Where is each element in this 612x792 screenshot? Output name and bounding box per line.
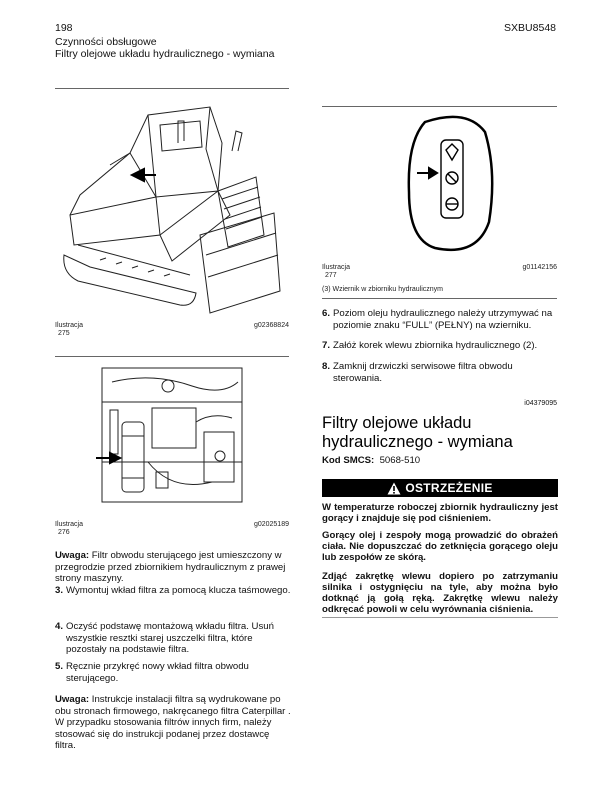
section-title-line: hydraulicznego - wymiana	[322, 433, 513, 451]
note-paragraph	[55, 550, 291, 585]
section-title-line: Filtry olejowe układu	[322, 414, 472, 432]
section-title	[322, 414, 513, 452]
step-item	[322, 340, 560, 352]
figure-code: g02368824	[253, 322, 289, 329]
warning-title: OSTRZEŻENIE	[405, 481, 493, 495]
reference-id: i04379095	[524, 400, 557, 407]
warning-bottom-rule	[322, 617, 558, 618]
step-number: 4.	[55, 621, 64, 632]
figure-top-rule	[55, 88, 289, 89]
bulldozer-illustration	[60, 95, 284, 317]
smcs-code	[322, 455, 420, 467]
note-paragraph	[55, 694, 291, 752]
step-item	[55, 621, 295, 656]
note-label: Uwaga:	[55, 550, 90, 561]
warning-banner	[322, 479, 558, 497]
step-number: 3.	[55, 585, 64, 596]
warning-paragraph: W temperaturze roboczej zbiornik hydrauliczny jest gorący i znajduje się pod ciśnieniem.	[322, 502, 558, 524]
figure-number: 277	[325, 272, 337, 279]
sight-gauge-illustration	[405, 112, 495, 257]
figure-caption: (3) Wziernik w zbiorniku hydraulicznym	[322, 286, 443, 293]
step-item	[322, 308, 560, 331]
filter-base-illustration	[92, 362, 252, 512]
figure-label: Ilustracja	[55, 521, 84, 528]
step-number: 5.	[55, 661, 64, 672]
figure-code: g01142156	[522, 264, 557, 271]
step-item	[322, 361, 560, 384]
figure-label: Ilustracja	[322, 264, 351, 271]
figure-label: Ilustracja	[55, 322, 84, 329]
step-text: Ręcznie przykręć nowy wkład filtra obwodu sterującego.	[66, 661, 249, 684]
page-number: 198	[55, 22, 73, 34]
note-label: Uwaga:	[55, 694, 90, 705]
step-item	[55, 585, 295, 597]
subsection-heading: Filtry olejowe układu hydraulicznego - wymiana	[55, 48, 275, 60]
figure-number: 276	[58, 529, 70, 536]
step-number: 8.	[322, 361, 331, 372]
figure-number: 275	[58, 330, 70, 337]
document-code: SXBU8548	[504, 22, 556, 34]
step-number: 7.	[322, 340, 331, 351]
step-text: Oczyść podstawę montażową wkładu filtra. Usuń wszystkie resztki starej uszczelki filtra, które pozostały na podstawie filtra.	[66, 621, 274, 656]
warning-triangle-icon	[387, 482, 401, 495]
note-text: Filtr obwodu sterującego jest umieszczony w przegrodzie przed zbiornikiem hydraulicznym z prawej strony maszyny.	[55, 550, 286, 585]
section-heading: Czynności obsługowe	[55, 36, 157, 48]
figure-top-rule	[322, 106, 557, 107]
step-number: 6.	[322, 308, 331, 319]
step-text: Poziom oleju hydraulicznego należy utrzymywać na poziomie znaku “FULL” (PEŁNY) na wzierniku.	[333, 308, 553, 331]
step-text: Załóż korek wlewu zbiornika hydraulicznego (2).	[333, 340, 538, 351]
figure-bottom-rule	[322, 298, 557, 299]
smcs-label: Kod SMCS:	[322, 455, 375, 466]
figure-code: g02025189	[253, 521, 289, 528]
figure-top-rule	[55, 356, 289, 357]
note-text: Instrukcje instalacji filtra są wydrukowane po obu stronach firmowego, nakręcanego filtra Caterpillar . W przypadku stosowania filtrów innych firm, należy stosować się do instrukcji podanej przez dostawcę filtra.	[55, 694, 291, 752]
step-text: Wymontuj wkład filtra za pomocą klucza taśmowego.	[66, 585, 291, 596]
step-text: Zamknij drzwiczki serwisowe filtra obwodu sterowania.	[333, 361, 513, 384]
smcs-value: 5068-510	[379, 455, 421, 466]
step-item	[55, 661, 295, 684]
warning-paragraph: Gorący olej i zespoły mogą prowadzić do obrażeń ciała. Nie dopuszczać do zetknięcia gorącego oleju lub zespołów ze skórą.	[322, 530, 558, 563]
warning-paragraph: Zdjąć zakrętkę wlewu dopiero po zatrzymaniu silnika i ostygnięciu na tyle, aby można było dotknąć ją gołą ręką. Zakrętkę wlewu należy odkręcać powoli w celu wyrównania ciśnienia.	[322, 571, 558, 615]
